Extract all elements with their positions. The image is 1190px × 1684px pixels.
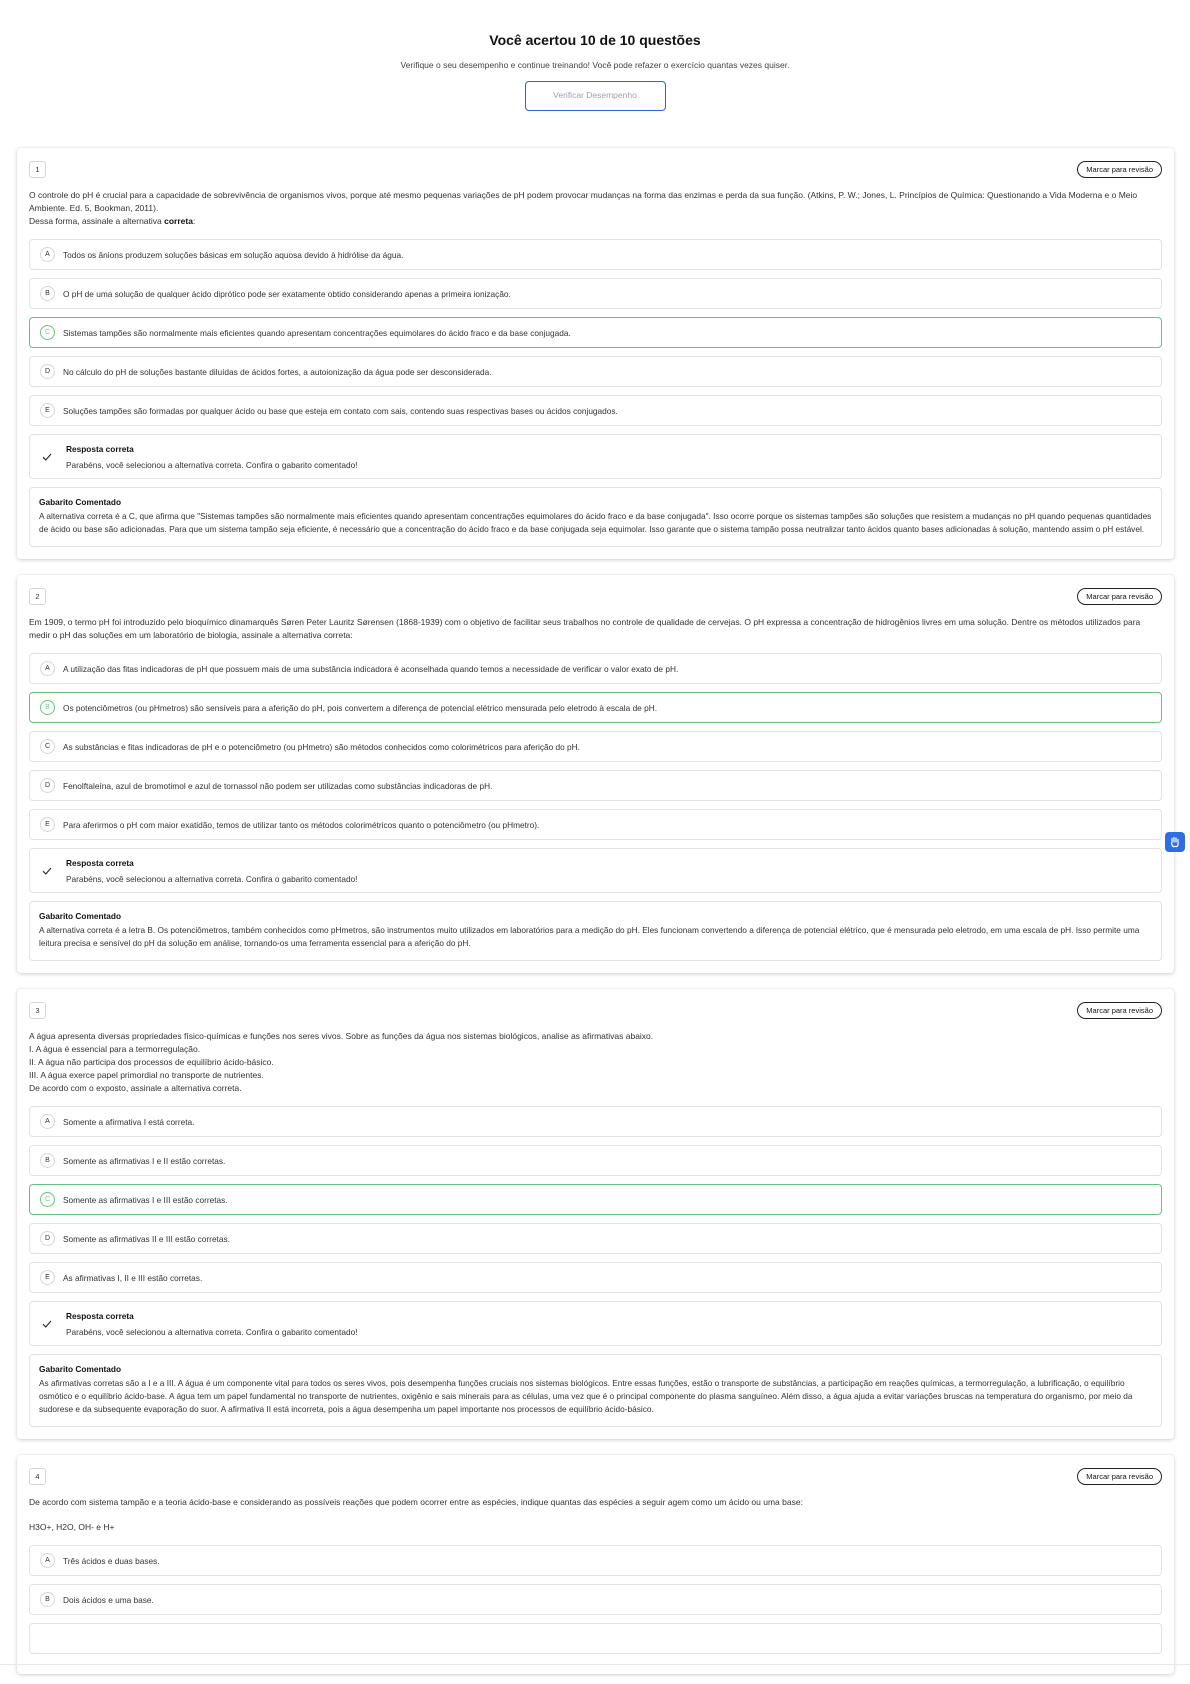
commented-answer <box>29 901 1162 961</box>
alternative-text: Todos os ânions produzem soluções básicas em solução aquosa devido à hidrólise da água. <box>63 249 404 260</box>
hand-icon <box>1169 836 1181 848</box>
alternative-text: Os potenciômetros (ou pHmetros) são sensíveis para a aferição do pH, pois convertem a diferença de potencial elétrico mensurada pelo eletrodo à escala de pH. <box>63 702 658 713</box>
question-number: 2 <box>29 588 46 605</box>
statement-text: De acordo com sistema tampão e a teoria ácido-base e considerando as possíveis reações que podem ocorrer entre as espécies, indique quantas das espécies a seguir agem como um ácido ou uma base: <box>29 1497 803 1507</box>
instruction-end: : <box>192 216 196 226</box>
commented-answer-title: Gabarito Comentado <box>39 497 122 507</box>
question-list <box>17 148 1174 1684</box>
question-card <box>17 1455 1174 1674</box>
alternative-c[interactable] <box>29 1184 1162 1215</box>
alternative-letter: B <box>40 1592 55 1607</box>
alternative-a[interactable] <box>29 1106 1162 1137</box>
alternative-letter: D <box>40 364 55 379</box>
commented-answer-text: As afirmativas corretas são a I e a III. A água é um componente vital para todos os seres vivos, pois desempenha funções cruciais nos sistemas biológicos. Entre essas funções, estão o transporte de substâncias, a participação em reações químicas, a termorregulação, a lubrificação, o equilíbrio osmótico e o equilíbrio ácido-base. A água tem um papel fundamental no transporte de nutrientes, oxigênio e sais minerais para as células, uma vez que é o principal componente do plasma sanguíneo. Além disso, a água ajuda a evitar variações bruscas na temperatura do organismo, por meio da sudorese e da subsequente evaporação do suor. A afirmativa II está incorreta, pois a água desempenha um papel importante nos processos de equilíbrio ácido-básico. <box>39 1378 1133 1414</box>
alternative-b[interactable] <box>29 1145 1162 1176</box>
commented-answer <box>29 487 1162 547</box>
instruction-bold: correta <box>164 216 193 226</box>
alternative-text: A utilização das fitas indicadoras de pH que possuem mais de uma substância indicadora é aconselhada quando temos a necessidade de verificar o valor exato de pH. <box>63 663 679 674</box>
statement-species: H3O+, H2O, OH- e H+ <box>29 1522 115 1532</box>
alternative-text: Sistemas tampões são normalmente mais eficientes quando apresentam concentrações equimolares do ácido fraco e da base conjugada. <box>63 327 571 338</box>
commented-answer-title: Gabarito Comentado <box>39 911 122 921</box>
question-card <box>17 575 1174 973</box>
viewport-divider <box>0 1664 1190 1665</box>
verify-performance-button[interactable]: Verificar Desempenho <box>525 81 666 111</box>
alternative-d[interactable] <box>29 1223 1162 1254</box>
alternative-text: No cálculo do pH de soluções bastante diluídas de ácidos fortes, a autoionização da água pode ser desconsiderada. <box>63 366 492 377</box>
alternative-text: Para aferirmos o pH com maior exatidão, temos de utilizar tanto os métodos colorimétricos quanto o potenciômetro (ou pHmetro). <box>63 819 540 830</box>
answer-result <box>29 848 1162 893</box>
alternative-c[interactable] <box>29 731 1162 762</box>
result-message: Parabéns, você selecionou a alternativa correta. Confira o gabarito comentado! <box>66 1326 358 1337</box>
check-icon <box>42 866 52 876</box>
alternative-letter: B <box>40 286 55 301</box>
results-header <box>0 0 1190 111</box>
result-message: Parabéns, você selecionou a alternativa correta. Confira o gabarito comentado! <box>66 873 358 884</box>
alternative-letter: E <box>40 1270 55 1285</box>
check-icon <box>42 452 52 462</box>
alternative-letter: C <box>40 739 55 754</box>
page-title: Você acertou 10 de 10 questões <box>489 32 701 48</box>
alternative-c[interactable] <box>29 317 1162 348</box>
alternative-c[interactable] <box>29 1623 1162 1654</box>
commented-answer <box>29 1354 1162 1427</box>
alternative-letter: A <box>40 1114 55 1129</box>
alternative-letter: A <box>40 1553 55 1568</box>
statement-instruction: De acordo com o exposto, assinale a alternativa correta. <box>29 1083 242 1093</box>
mark-review-button[interactable]: Marcar para revisão <box>1077 1002 1162 1019</box>
result-title: Resposta correta <box>66 443 134 454</box>
commented-answer-title: Gabarito Comentado <box>39 1364 122 1374</box>
alternative-text: O pH de uma solução de qualquer ácido diprótico pode ser exatamente obtido considerando apenas a primeira ionização. <box>63 288 511 299</box>
commented-answer-text: A alternativa correta é a letra B. Os potenciômetros, também conhecidos como pHmetros, são instrumentos muito utilizados em laboratórios para a medição do pH. Eles funcionam convertendo a diferença de potencial elétrico, que é mensurada pelo eletrodo, em uma escala de pH. Isso permite uma leitura precisa e sensível do pH da solução em análise, tornando-os uma ferramenta essencial para a aferição do pH. <box>39 925 1140 948</box>
alternative-letter: C <box>40 1192 55 1207</box>
alternative-letter: C <box>40 325 55 340</box>
alternative-text: Três ácidos e duas bases. <box>63 1555 160 1566</box>
question-number: 4 <box>29 1468 46 1485</box>
alternative-letter: B <box>40 700 55 715</box>
question-number: 3 <box>29 1002 46 1019</box>
alternative-a[interactable] <box>29 239 1162 270</box>
alternative-letter: A <box>40 247 55 262</box>
mark-review-button[interactable]: Marcar para revisão <box>1077 588 1162 605</box>
alternative-d[interactable] <box>29 356 1162 387</box>
accessibility-hand-icon[interactable] <box>1165 832 1185 852</box>
statement-text: A água apresenta diversas propriedades físico-químicas e funções nos seres vivos. Sobre as funções da água nos sistemas biológicos, analise as afirmativas abaixo. <box>29 1031 654 1041</box>
question-card <box>17 989 1174 1439</box>
alternative-text: Somente a afirmativa I está correta. <box>63 1116 195 1127</box>
alternative-a[interactable] <box>29 653 1162 684</box>
result-message: Parabéns, você selecionou a alternativa correta. Confira o gabarito comentado! <box>66 459 358 470</box>
statement-item-3: III. A água exerce papel primordial no transporte de nutrientes. <box>29 1070 264 1080</box>
alternative-text: Fenolftaleína, azul de bromotimol e azul de tornassol não podem ser utilizadas como substâncias indicadoras de pH. <box>63 780 493 791</box>
alternative-text: Dois ácidos e uma base. <box>63 1594 154 1605</box>
alternative-letter: A <box>40 661 55 676</box>
statement-text: O controle do pH é crucial para a capacidade de sobrevivência de organismos vivos, porque até mesmo pequenas variações de pH podem provocar mudanças na forma das enzimas e perda da sua função. (Atkins, P. W.; Jones, L. Princípios de Química: Questionando a Vida Moderna e o Meio Ambiente. Ed. 5, Bookman, 2011). <box>29 190 1138 213</box>
question-statement <box>29 1030 1162 1095</box>
question-statement <box>29 1496 1162 1534</box>
alternative-letter: B <box>40 1153 55 1168</box>
question-number: 1 <box>29 161 46 178</box>
alternative-a[interactable] <box>29 1545 1162 1576</box>
mark-review-button[interactable]: Marcar para revisão <box>1077 1468 1162 1485</box>
alternative-text: Somente as afirmativas I e II estão corretas. <box>63 1155 226 1166</box>
instruction-text: Dessa forma, assinale a alternativa <box>29 216 165 226</box>
statement-item-1: I. A água é essencial para a termorregulação. <box>29 1044 201 1054</box>
alternative-e[interactable] <box>29 1262 1162 1293</box>
alternative-b[interactable] <box>29 278 1162 309</box>
alternative-b[interactable] <box>29 1584 1162 1615</box>
alternative-e[interactable] <box>29 809 1162 840</box>
result-title: Resposta correta <box>66 1310 134 1321</box>
alternative-d[interactable] <box>29 770 1162 801</box>
mark-review-button[interactable]: Marcar para revisão <box>1077 161 1162 178</box>
alternative-text: As afirmativas I, II e III estão corretas. <box>63 1272 203 1283</box>
commented-answer-text: A alternativa correta é a C, que afirma que "Sistemas tampões são normalmente mais eficientes quando apresentam concentrações equimolares do ácido fraco e da base conjugada". Isso ocorre porque os sistemas tampões são soluções que resistem a mudanças no pH quando pequenas quantidades de ácido ou base são adicionadas. Para que um sistema tampão seja eficiente, é necessário que a concentração do ácido fraco e da base conjugada seja equimolar. Isso garante que o sistema tampão possa neutralizar tanto ácidos quanto bases adicionadas à solução, mantendo assim o pH estável. <box>39 511 1152 534</box>
result-title: Resposta correta <box>66 857 134 868</box>
alternative-letter: D <box>40 1231 55 1246</box>
statement-item-2: II. A água não participa dos processos de equilíbrio ácido-básico. <box>29 1057 274 1067</box>
alternative-b[interactable] <box>29 692 1162 723</box>
question-card <box>17 148 1174 559</box>
alternative-text: Somente as afirmativas II e III estão corretas. <box>63 1233 230 1244</box>
alternative-e[interactable] <box>29 395 1162 426</box>
alternative-text: Soluções tampões são formadas por qualquer ácido ou base que esteja em contato com sais, contendo suas respectivas bases ou ácidos conjugados. <box>63 405 618 416</box>
alternative-letter: E <box>40 817 55 832</box>
check-icon <box>42 1319 52 1329</box>
answer-result <box>29 1301 1162 1346</box>
statement-instruction <box>29 215 1162 228</box>
question-statement <box>29 616 1162 642</box>
alternative-letter: E <box>40 403 55 418</box>
question-statement <box>29 189 1162 228</box>
alternative-text: Somente as afirmativas I e III estão corretas. <box>63 1194 228 1205</box>
answer-result <box>29 434 1162 479</box>
statement-text: Em 1909, o termo pH foi introduzido pelo bioquímico dinamarquês Søren Peter Lauritz Sørensen (1868-1939) com o objetivo de facilitar seus trabalhos no controle de qualidade de cervejas. O pH expressa a concentração de hidrogênios livres em uma solução. Dentre os métodos utilizados para medir o pH das soluções em um laboratório de biologia, assinale a alternativa correta: <box>29 617 1141 640</box>
alternative-letter: D <box>40 778 55 793</box>
alternative-text: As substâncias e fitas indicadoras de pH e o potenciômetro (ou pHmetro) são métodos conhecidos como colorimétricos para aferição do pH. <box>63 741 580 752</box>
page-subtitle: Verifique o seu desempenho e continue treinando! Você pode refazer o exercício quantas vezes quiser. <box>400 60 790 70</box>
